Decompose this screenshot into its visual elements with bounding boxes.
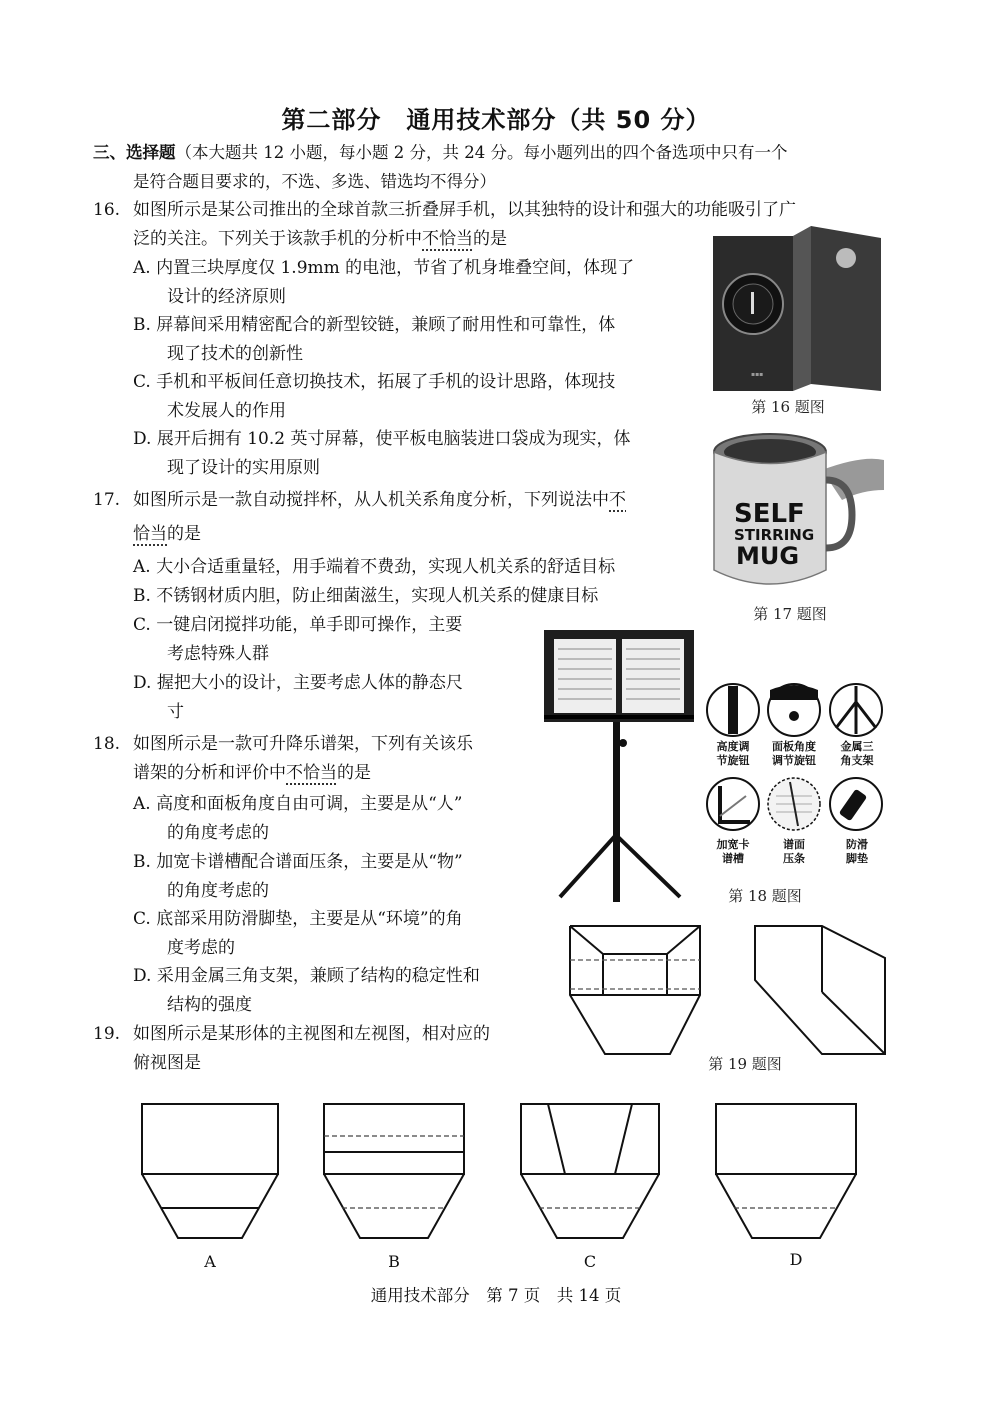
- q16-option-d-line-1: D. 展开后拥有 10.2 英寸屏幕，使平板电脑装进口袋成为现实，体: [133, 429, 631, 449]
- q18-number: 18.: [93, 734, 121, 754]
- q17-stem-2b: 的是: [167, 524, 201, 544]
- section-header: [93, 138, 893, 196]
- part-label-height-knob-2: 节旋钮: [716, 754, 750, 767]
- part-label-foot-2: 脚垫: [846, 852, 868, 865]
- q18-option-a-line-2: 的角度考虑的: [167, 822, 269, 843]
- q16-option-b-line-2: 现了技术的创新性: [167, 343, 303, 364]
- q19-stem-line-2: 俯视图是: [133, 1053, 201, 1073]
- q17-option-d-line-2: 寸: [167, 701, 184, 722]
- q18-option-d: [133, 962, 480, 1019]
- stand-parts-detail-2: [706, 776, 886, 836]
- part-label-foot-1: 防滑: [846, 838, 868, 851]
- q17-emphasis-2: 恰当: [133, 524, 167, 544]
- svg-text:▪▪▪: ▪▪▪: [751, 371, 764, 378]
- q17-stem-line-1: [133, 486, 626, 515]
- part-label-slot-1: 加宽卡: [716, 838, 750, 851]
- q18-option-d-line-2: 结构的强度: [167, 994, 252, 1015]
- q17-option-b: B. 不锈钢材质内胆，防止细菌滋生，实现人机关系的健康目标: [133, 586, 599, 606]
- part-label-strip-1: 谱面: [783, 838, 805, 851]
- q18-stem-2c: 的是: [337, 763, 371, 783]
- part-label-tripod-1: 金属三: [840, 740, 874, 753]
- part-label-slot-2: 谱槽: [722, 852, 744, 865]
- q19-number: 19.: [93, 1024, 121, 1044]
- q18-option-b-line-1: B. 加宽卡谱槽配合谱面压条，主要是从“物”: [133, 852, 463, 872]
- question-19: [93, 1020, 543, 1080]
- q19-figure-c: [521, 1104, 659, 1238]
- fig17-caption: 第 17 题图: [753, 605, 827, 623]
- mug-text-stirring: STIRRING: [734, 526, 815, 544]
- q19-figure-d: [716, 1104, 856, 1238]
- q17-option-a: A. 大小合适重量轻，用手端着不费劲，实现人机关系的舒适目标: [133, 557, 616, 577]
- mug-figure: [712, 430, 887, 595]
- q16-number: 16.: [93, 200, 121, 220]
- q18-option-c-line-1: C. 底部采用防滑脚垫，主要是从“环境”的角: [133, 909, 463, 929]
- q17-stem-1a: 如图所示是一款自动搅拌杯，从人机关系角度分析，下列说法中: [133, 490, 609, 510]
- q19-stem-line-1: 如图所示是某形体的主视图和左视图，相对应的: [133, 1024, 490, 1044]
- q18-option-d-line-1: D. 采用金属三角支架，兼顾了结构的稳定性和: [133, 966, 480, 986]
- q18-emphasis: 不恰当: [286, 763, 337, 783]
- q18-option-c-line-2: 度考虑的: [167, 937, 235, 958]
- q16-option-a: [133, 254, 634, 311]
- q16-option-a-line-2: 设计的经济原则: [167, 286, 286, 307]
- q19-figure-a: [142, 1104, 278, 1238]
- part-label-angle-knob-1: 面板角度: [772, 740, 816, 753]
- part-label-strip-2: 压条: [783, 852, 805, 865]
- q19-figure-b: [324, 1104, 464, 1238]
- q16-option-d-line-2: 现了设计的实用原则: [167, 457, 320, 478]
- q18-option-c: [133, 905, 463, 962]
- part-label-height-knob-1: 高度调: [716, 740, 750, 753]
- q17-stem-line-2: [133, 520, 201, 549]
- page-title: 第二部分 通用技术部分（共 50 分）: [281, 106, 711, 134]
- q16-option-c-line-2: 术发展人的作用: [167, 400, 286, 421]
- q19-label-b: B: [388, 1252, 400, 1271]
- part-label-angle-knob-2: 调节旋钮: [772, 754, 816, 767]
- section-desc-1: （本大题共 12 小题，每小题 2 分，共 24 分。每小题列出的四个备选项中只有一个: [175, 143, 788, 162]
- q16-emphasis: 不恰当: [422, 229, 473, 249]
- q17-option-d-line-1: D. 握把大小的设计，主要考虑人体的静态尺: [133, 673, 463, 693]
- part-label-tripod-2: 角支架: [840, 754, 874, 767]
- phone-figure: [713, 226, 881, 394]
- q18-stem-line-1: 如图所示是一款可升降乐谱架，下列有关该乐: [133, 734, 473, 754]
- q16-stem-line-1: 如图所示是某公司推出的全球首款三折叠屏手机，以其独特的设计和强大的功能吸引了广: [133, 200, 796, 220]
- q16-option-b: [133, 311, 615, 368]
- q16-stem-2a: 泛的关注。下列关于该款手机的分析中: [133, 229, 422, 249]
- music-stand-figure: [540, 625, 700, 905]
- q17-number: 17.: [93, 490, 121, 510]
- q16-option-b-line-1: B. 屏幕间采用精密配合的新型铰链，兼顾了耐用性和可靠性，体: [133, 315, 616, 335]
- q19-label-a: A: [204, 1252, 216, 1271]
- q17-option-c-line-2: 考虑特殊人群: [167, 643, 269, 664]
- q17-option-c: [133, 611, 462, 668]
- section-desc-2: 是符合题目要求的，不选、多选、错选均不得分）: [133, 172, 496, 191]
- mug-text-mug: MUG: [736, 542, 800, 570]
- q17-option-c-line-1: C. 一键启闭搅拌功能，单手即可操作，主要: [133, 615, 463, 635]
- question-18: [93, 730, 543, 1020]
- page-footer: 通用技术部分 第 7 页 共 14 页: [370, 1286, 622, 1305]
- q18-option-b-line-2: 的角度考虑的: [167, 880, 269, 901]
- fig19-views: [565, 920, 890, 1060]
- q18-stem-2a: 谱架的分析和评价中: [133, 763, 286, 783]
- q19-option-figures: [138, 1100, 868, 1245]
- q18-option-a: [133, 790, 462, 847]
- fig18-caption: 第 18 题图: [728, 887, 802, 905]
- section-label: 三、选择题: [93, 143, 176, 162]
- q19-label-c: C: [583, 1252, 597, 1271]
- q16-option-a-line-1: A. 内置三块厚度仅 1.9mm 的电池，节省了机身堆叠空间，体现了: [133, 258, 635, 278]
- q17-option-d: [133, 669, 463, 726]
- q16-option-d: [133, 425, 631, 482]
- q18-option-a-line-1: A. 高度和面板角度自由可调，主要是从“人”: [133, 794, 463, 814]
- q18-stem-line-2: [133, 759, 371, 788]
- fig16-caption: 第 16 题图: [751, 398, 825, 416]
- fig19-caption: 第 19 题图: [708, 1055, 782, 1073]
- mug-text-self: SELF: [734, 499, 805, 529]
- q16-stem-line-2: [133, 225, 507, 254]
- q18-option-b: [133, 848, 463, 905]
- q16-option-c: [133, 368, 615, 425]
- q16-option-c-line-1: C. 手机和平板间任意切换技术，拓展了手机的设计思路，体现技: [133, 372, 616, 392]
- q19-label-d: D: [789, 1250, 803, 1269]
- q17-emphasis-1: 不: [609, 490, 626, 510]
- q16-stem-2c: 的是: [473, 229, 507, 249]
